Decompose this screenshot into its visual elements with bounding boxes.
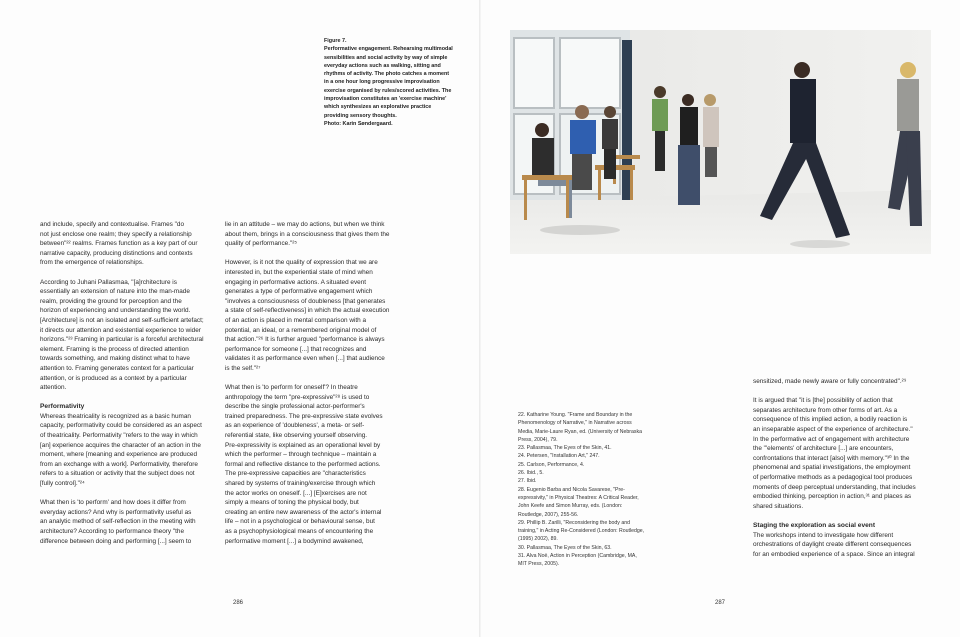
footnote: 31. Alva Noë, Action in Perception (Cambridge, MA, MIT Press, 2005). (518, 553, 637, 568)
paragraph: What then is 'to perform' and how does it differ from everyday actions? And why is performativity useful as an analytic method of self-reflection in the meeting with architecture? According to performance theory "the difference between doing and performing [...] seem to (40, 499, 196, 545)
footnote: 22. Katharine Young. "Frame and Boundary in the Phenomenology of Narrative," in Narrative across Media, Marie-Laure Ryan, ed. (University of Nebraska Press, 2004), 79. (518, 412, 642, 443)
footnote: 26. Ibid., 5. (518, 470, 544, 477)
footnote: 27. Ibid. (518, 478, 537, 485)
right-page-column (753, 377, 933, 569)
section-heading: Performativity (40, 403, 85, 411)
footnote: 25. Carlson, Performance, 4. (518, 461, 585, 468)
paragraph: What then is 'to perform for oneself'? In theatre anthropology the term "pre-expressive"²⁸ is used to describe the single professional actor-performer's trained preparedness. The pre-expressive state evolves as an experience of 'doubleness', a meta- or self- referential state, like observing yourself observing. Pre-expressivity is explained as an operational level by which the performer – through technique – maintain a formal and reflective distance to the performed actions. The pre-expressive capacities are "characteristics shared by systems of training/exercise through which the actor works on oneself. [...] [E]xercises are not simply a means of toning the physical body, but creating an entire new awareness of the actor's internal life – not in a psychological or behavioural sense, but as a psychophysiological means of encountering the performative moment [...] a bodymind awakened, (225, 384, 383, 545)
paragraph: However, is it not the quality of expression that we are interested in, but the experiential state of mind when engaging in performative actions. A situated event generates a type of performative engagement which "involves a consciousness of doubleness [that generates a state of self-reflectiveness] in which the actual execution of an action is placed in mental comparison with a potential, an ideal, or a remembered original model of that action."²⁶ It is further argued "performance is always performance for someone [...] that recognizes and validates it as performance even when [...] that audience is the self."²⁷ (225, 259, 390, 372)
page-number-left: 286 (233, 600, 244, 606)
book-gutter (479, 0, 481, 637)
paragraph: lie in an attitude – we may do actions, but when we think about them, brings in a consciousness that gives them the quality of performance."²⁵ (225, 221, 390, 248)
section-heading: Staging the exploration as social event (753, 521, 876, 529)
footnote: 28. Eugenio Barba and Nicola Savarese, "Pre- expressivity," in Physical Theatres: A Critical Reader, John Keefe and Simon Murray, eds. (London: Routledge, 2007), 255-56. (518, 486, 639, 518)
figure-label: Figure 7. (324, 38, 347, 44)
paragraph: The workshops intend to investigate how different orchestrations of daylight create different consequences for an embodied experience of a space. Since an integral (753, 531, 915, 558)
footnote: 30. Pallasmaa, The Eyes of the Skin, 63. (518, 544, 612, 551)
paragraph: According to Juhani Pallasmaa, "[a]rchitecture is essentially an extension of nature into the man-made realm, providing the ground for perception and the horizon of experiencing and understanding the world. [Architecture] is not an isolated and self-sufficient artefact; it directs our attention and existential experience to wider horizons."²³ Framing in particular is a forceful architectural element. Framing is the process of directed attention towards something, and making distinct what to have attention to. Framing generates context for a particular attention, or is produced as a context by a particular attention. (40, 278, 204, 392)
footnote: 24. Petersen, "Installation Art," 247. (518, 453, 600, 460)
footnotes (518, 411, 668, 569)
performance-photo (510, 30, 931, 254)
page-number-right: 287 (715, 600, 726, 606)
figure-caption (324, 37, 474, 128)
left-page-column-1 (40, 220, 220, 556)
paragraph: and include, specify and contextualise. Frames "do not just enclose one realm; they specify a relationship between"²² realms. Frames function as a key part of our narrative capacity, producing distinctions and contexts from the emergence of relationships. (40, 221, 198, 267)
paragraph: Whereas theatricality is recognized as a basic human capacity, performativity could be considered as an aspect of theatricality. Performativity "refers to the way in which [an] experience acquires the character of an action in the moment, where [meaning and experience are produced from an exchange with a work]. Performativity, therefore refers to a situation or activity that the subject does not [fully control]."²⁴ (40, 412, 202, 488)
footnote: 23. Pallasmaa, The Eyes of the Skin, 41. (518, 445, 612, 452)
left-page-column-2 (225, 220, 405, 556)
footnote: 29. Phillip B. Zarilli, "Reconsidering the body and training," in Acting Re-Considered (London: Routledge, (1995) 2002), 89. (518, 519, 645, 543)
paragraph: sensitized, made newly aware or fully concentrated".²⁹ (753, 378, 907, 385)
paragraph: It is argued that "it is [the] possibility of action that separates architecture from other forms of art. As a consequence of this implied action, a bodily reaction is an inseparable aspect of the experience of architecture." In the performative act of engagement with architecture the "'elements' of architecture [...] are encounters, confrontations that interact [also] with memory."³⁰ In the phenomenal and spatial investigations, the employment of performative methods as a pedagogical tool produces moments of deep perceptual understanding, that includes embodied thinking, perception in action,³¹ and places as shared situations. (753, 397, 916, 510)
figure-caption-text: Performative engagement. Rehearsing multimodal sensibilities and social activity by way of simple everyday actions such as walking, sitting and rhythms of activity. The photo catches a moment in a one hour long progressive improvisation exercise organised by rules/scored activities. The improvisation constitutes an 'exercise machine' which synthesizes an explorative practice providing sensory thoughts. Photo: Karin Søndergaard. (324, 46, 453, 127)
